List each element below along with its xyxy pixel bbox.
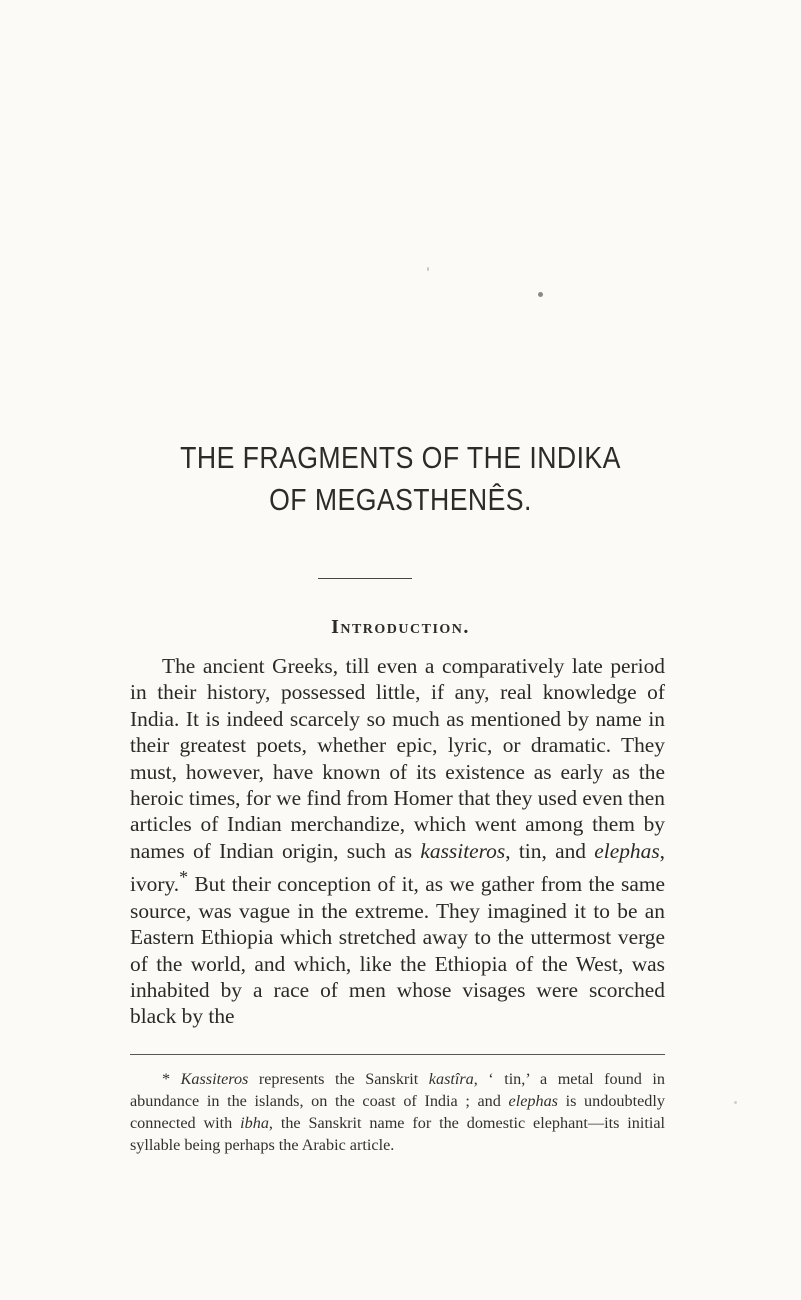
footnote-mark: * xyxy=(162,1070,181,1088)
footnote-divider-rule xyxy=(130,1054,665,1055)
footnote-term-kastira: kastîra xyxy=(428,1070,474,1088)
paper-speck xyxy=(734,1101,737,1104)
footnote-text-run-4: , the Sanskrit name for the domestic elephant—its initial syllable being perhaps the Arabic article. xyxy=(130,1114,666,1154)
footnote-text-run-2: , ‘ tin,’ a metal found in abundance in the islands, on the coast of India ; and xyxy=(130,1070,665,1110)
paper-speck xyxy=(538,292,543,297)
body-text-run-1: The ancient Greeks, till even a comparatively late period in their history, possessed little, if any, real knowledge of India. It is indeed scarcely so much as mentioned by name in their greatest poets, whether epic, lyric, or dramatic. They must, however, have known of its existence as early as the heroic times, for we find from Homer that they used even then articles of Indian merchandize, which went among them by names of Indian origin, such as xyxy=(130,654,665,863)
footnote-term-elephas: elephas xyxy=(508,1092,558,1110)
body-text-run-4: But their conception of it, as we gather from the same source, was vague in the extreme. They imagined it to be an Eastern Ethiopia which stretched away to the uttermost verge of the world, and which, like the Ethiopia of the West, was inhabited by a race of men whose visages were scorched black by the xyxy=(130,872,665,1029)
footnote-term-kassiteros: Kassiteros xyxy=(180,1070,249,1088)
footnote-text-run-1: represents the Sanskrit xyxy=(248,1070,429,1088)
term-kassiteros: kassiteros xyxy=(420,838,506,863)
footnote-reference-mark: * xyxy=(179,867,189,888)
term-elephas: elephas xyxy=(594,838,660,863)
section-heading: Introduction. xyxy=(331,616,470,638)
book-title-line-2: OF MEGASTHENÊS. xyxy=(269,482,532,517)
paper-speck xyxy=(427,267,429,271)
title-divider-rule xyxy=(318,578,412,579)
body-text-run-3: , ivory. xyxy=(130,838,665,897)
body-text-run-2: , tin, and xyxy=(505,838,595,863)
body-paragraph xyxy=(130,653,665,1030)
book-title-line-1: THE FRAGMENTS OF THE INDIKA xyxy=(180,440,621,475)
footnote xyxy=(130,1068,665,1156)
footnote-term-ibha: ibha xyxy=(240,1114,269,1132)
footnote-text-run-3: is undoubtedly connected with xyxy=(130,1092,665,1132)
